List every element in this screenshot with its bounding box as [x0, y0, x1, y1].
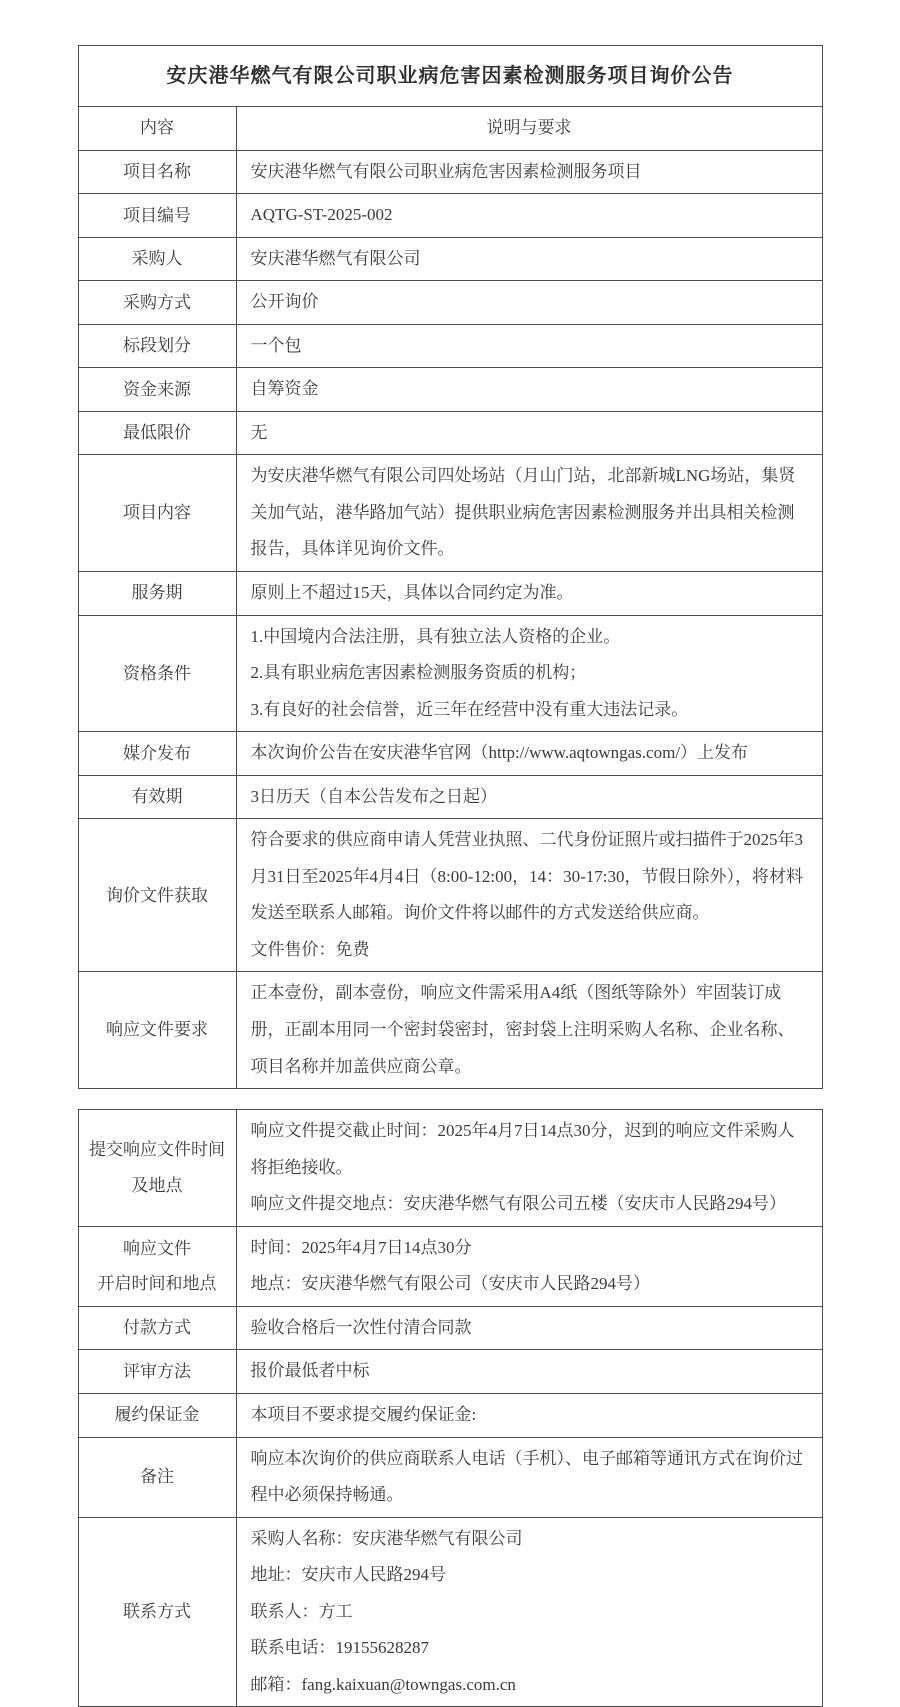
row-value: 本项目不要求提交履约保证金:: [250, 1404, 477, 1424]
row-label: 最低限价: [79, 412, 237, 455]
row-value: 报价最低者中标: [250, 1361, 370, 1381]
row-project-code: [79, 193, 822, 237]
row-label: 项目编号: [79, 194, 237, 237]
table-gap: [78, 1089, 823, 1109]
row-payment-method: [79, 1306, 822, 1350]
title-row: [79, 46, 822, 107]
row-value: 公开询价: [250, 292, 319, 312]
row-media-publication: [79, 731, 822, 775]
row-label: 采购人: [79, 238, 237, 281]
row-value: 无: [250, 422, 268, 442]
row-purchaser: [79, 237, 822, 281]
row-label: 评审方法: [79, 1350, 237, 1393]
row-label: [79, 1227, 237, 1306]
row-project-name: [79, 150, 822, 194]
row-label: 联系方式: [79, 1518, 237, 1707]
row-label: 有效期: [79, 776, 237, 819]
row-value: 1.中国境内合法注册，具有独立法人资格的企业。 2.具有职业病危害因素检测服务资质的机构； 3.有良好的社会信誉，近三年在经营中没有重大违法记录。: [250, 626, 689, 719]
row-remarks: [79, 1437, 822, 1517]
row-value: AQTG-ST-2025-002: [250, 205, 393, 225]
row-value: 3日历天（自本公告发布之日起）: [250, 786, 497, 806]
row-qualification-requirements: [79, 615, 822, 732]
row-label: 媒介发布: [79, 732, 237, 775]
row-value: 一个包: [250, 335, 302, 355]
row-inquiry-document-acquisition: [79, 818, 822, 971]
row-evaluation-method: [79, 1349, 822, 1393]
row-value: 自筹资金: [250, 379, 319, 399]
row-value: 响应本次询价的供应商联系人电话（手机）、电子邮箱等通讯方式在询价过程中必须保持畅通。: [250, 1448, 803, 1505]
row-label-line: 响应文件: [123, 1238, 191, 1258]
row-lot-division: [79, 324, 822, 368]
row-value: 原则上不超过15天，具体以合同约定为准。: [250, 583, 574, 603]
row-value: 为安庆港华燃气有限公司四处场站（月山门站，北部新城LNG场站，集贤关加气站，港华路加气站）提供职业病危害因素检测服务并出具相关检测报告，具体详见询价文件。: [250, 466, 796, 559]
row-label: 服务期: [79, 572, 237, 615]
row-procurement-method: [79, 280, 822, 324]
row-performance-bond: [79, 1393, 822, 1437]
header-content-label: 内容: [79, 107, 237, 150]
row-label: 项目名称: [79, 151, 237, 194]
row-value: 本次询价公告在安庆港华官网（http://www.aqtowngas.com/）上发布: [250, 743, 749, 763]
row-label: 采购方式: [79, 281, 237, 324]
row-value: 响应文件提交截止时间：2025年4月7日14点30分，迟到的响应文件采购人将拒绝接收。 响应文件提交地点：安庆港华燃气有限公司五楼（安庆市人民路294号）: [250, 1121, 795, 1214]
row-opening-time-place: [79, 1226, 822, 1306]
row-label: 标段划分: [79, 325, 237, 368]
row-value: 安庆港华燃气有限公司: [250, 248, 421, 268]
row-service-period: [79, 571, 822, 615]
row-label: 响应文件要求: [79, 972, 237, 1088]
notice-table-main: [78, 45, 823, 1089]
row-contact-info: [79, 1517, 822, 1707]
row-value: 安庆港华燃气有限公司职业病危害因素检测服务项目: [250, 161, 642, 181]
row-value: 验收合格后一次性付清合同款: [250, 1317, 472, 1337]
row-label: 备注: [79, 1438, 237, 1517]
header-requirements-label: 说明与要求: [486, 118, 572, 137]
document-sheet: [78, 0, 823, 1707]
row-label: 资金来源: [79, 368, 237, 411]
row-label: 项目内容: [79, 455, 237, 571]
row-label: 提交响应文件时间及地点: [79, 1110, 237, 1226]
row-label-line: 开启时间和地点: [97, 1274, 217, 1294]
row-value: 符合要求的供应商申请人凭营业执照、二代身份证照片或扫描件于2025年3月31日至2025年4月4日（8:00-12:00，14：30-17:30，节假日除外），将材料发送至联系人邮箱。询价文件将以邮件的方式发送给供应商。 文件售价：免费: [250, 830, 803, 959]
row-label: 资格条件: [79, 616, 237, 732]
row-funding-source: [79, 367, 822, 411]
page-title: 安庆港华燃气有限公司职业病危害因素检测服务项目询价公告: [166, 65, 734, 87]
row-project-content: [79, 454, 822, 571]
row-minimum-price-limit: [79, 411, 822, 455]
row-response-document-requirements: [79, 971, 822, 1088]
header-row: [79, 107, 822, 150]
row-value: 正本壹份，副本壹份，响应文件需采用A4纸（图纸等除外）牢固装订成册，正副本用同一个密封袋密封，密封袋上注明采购人名称、企业名称、项目名称并加盖供应商公章。: [250, 983, 795, 1076]
row-label: 付款方式: [79, 1307, 237, 1350]
notice-table-secondary: [78, 1109, 823, 1707]
row-label: 履约保证金: [79, 1394, 237, 1437]
row-value: 采购人名称：安庆港华燃气有限公司 地址：安庆市人民路294号 联系人：方工 联系电话：19155628287 邮箱：fang.kaixuan@towngas.com.cn: [250, 1528, 523, 1694]
row-submission-time-place: [79, 1110, 822, 1226]
row-value: 时间：2025年4月7日14点30分 地点：安庆港华燃气有限公司（安庆市人民路294号）: [250, 1237, 650, 1294]
row-validity-period: [79, 775, 822, 819]
row-label: 询价文件获取: [79, 819, 237, 971]
